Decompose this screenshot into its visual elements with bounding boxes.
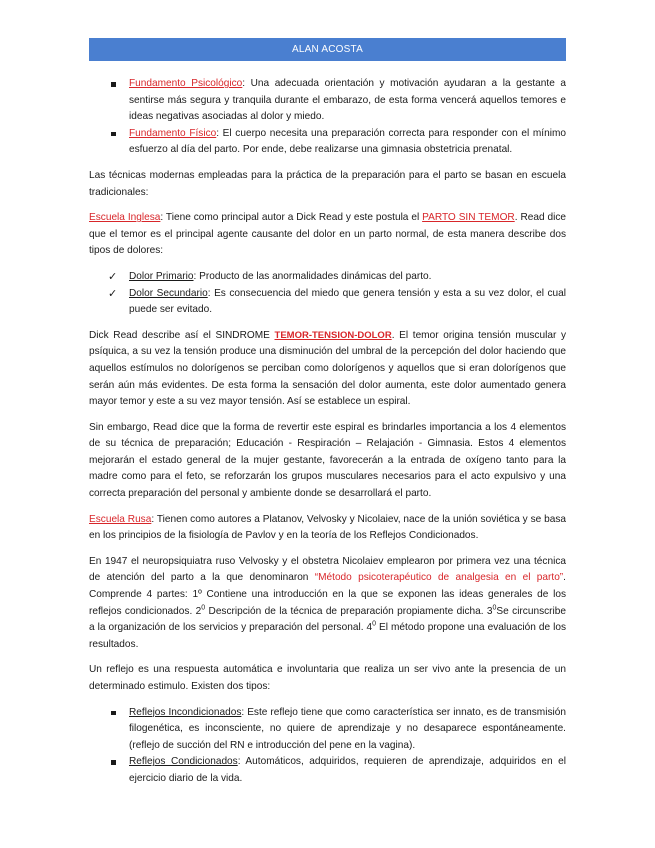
highlight-temor-tension-dolor: TEMOR-TENSION-DOLOR	[274, 329, 392, 341]
term-dolor-secundario: Dolor Secundario	[129, 287, 208, 299]
dolores-list	[89, 269, 566, 319]
para-escuela-inglesa: Escuela Inglesa: Tiene como principal autor a Dick Read y este postula el PARTO SIN TEMOR. Read dice que el temor es el principal agente causante del dolor en un parto normal, de esta manera describe dos tipos de dolores:	[89, 212, 567, 257]
term-psicologico: Fundamento Psicológico	[129, 78, 243, 89]
list-item: Fundamento Físico: El cuerpo necesita una preparación correcta para responder con el mínimo esfuerzo al día del parto. Por ende, debe realizarse una gimnasia obstetricia prenatal.	[89, 126, 566, 159]
term-dolor-primario: Dolor Primario	[129, 270, 194, 282]
highlight-parto-sin-temor: PARTO SIN TEMOR	[422, 212, 515, 224]
list-item: Reflejos Condicionados: Automáticos, adquiridos, requieren de aprendizaje, adquiridos en el ejercicio diario de la vida.	[89, 754, 566, 787]
reflejos-list	[89, 705, 566, 788]
document-body	[89, 76, 566, 797]
list-item: Fundamento Psicológico: Una adecuada orientación y motivación ayudaran a la gestante a sentirse más segura y tranquila durante el embarazo, de esta forma vencerá aquellos temores e ideas negativas asociadas al dolor y miedo.	[89, 76, 566, 126]
check-icon: ✓	[108, 287, 118, 300]
para-sindrome: Dick Read describe así el SINDROME TEMOR-TENSION-DOLOR. El temor origina tensión muscular y psíquica, a su vez la tensión produce una disminución del umbral de la percepción del dolor haciendo que aquellos estímulos no dolorígenos se perciban como dolorígenos y aquellos que si eran dolorígenos que serán aún más evidentes. De esta forma la sensación del dolor aumenta, este dolor aumentado genera mayor temor y este a su vez mayor tensión. Así se establece un espiral.	[89, 329, 566, 408]
list-item: ✓ Dolor Primario: Producto de las anormalidades dinámicas del parto.	[89, 269, 566, 286]
page-header	[89, 38, 566, 61]
para-espiral: Sin embargo, Read dice que la forma de revertir este espiral es brindarles importancia a los 4 elementos de su técnica de preparación; Educación - Respiración – Relajación - Gimnasia. Estos 4 elementos mejorarán el estado general de la mujer gestante, favorecerán a la entrada de oxígeno tanto para la madre como para el feto, se reforzarán los grupos musculares necesarios para el acto expulsivo y una correcta preparación del personal y ambiente donde se desarrollará el parto.	[89, 421, 566, 500]
para-escuela-rusa: Escuela Rusa: Tienen como autores a Platanov, Velvosky y Nicolaiev, nace de la unión soviética y se basa en los principios de la fisiología de Pavlov y en la teoría de los Reflejos Condicionados.	[89, 513, 566, 542]
para-metodo: En 1947 el neuropsiquiatra ruso Velvosky y el obstetra Nicolaiev emplearon por primera vez una técnica de atención del parto a la que denominaron “Método psicoterapéutico de analgesia en el parto”. Comprende 4 partes: 1º Contiene una introducción en la que se exponen las ideas generales de los reflejos condicionados. $2^0$ Descripción de la técnica de preparación propiamente dicha. $3^0Se$ circunscribe a la organización de los servicios y preparación del personal. $4^0$ El método propone una evaluación de los resultados.	[89, 555, 566, 650]
header-title: ALAN ACOSTA	[292, 44, 363, 55]
para-intro: Las técnicas modernas empleadas para la práctica de la preparación para el parto se basan en escuela tradicionales:	[89, 169, 566, 198]
term-reflejos-incondicionados: Reflejos Incondicionados	[129, 706, 242, 718]
check-icon: ✓	[108, 270, 118, 283]
term-escuela-rusa: Escuela Rusa	[89, 513, 152, 525]
term-fisico: Fundamento Físico	[129, 127, 217, 139]
term-escuela-inglesa: Escuela Inglesa	[89, 212, 161, 224]
fundamentos-list	[89, 76, 566, 159]
list-item: ✓ Dolor Secundario: Es consecuencia del miedo que genera tensión y esta a su vez dolor, el cual puede ser evitado.	[108, 287, 567, 316]
para-reflejo: Un reflejo es una respuesta automática e involuntaria que realiza un ser vivo ante la presencia de un determinado estimulo. Existen dos tipos:	[89, 664, 566, 692]
list-item: Reflejos Incondicionados: Este reflejo tiene que como característica ser innato, es de transmisión filogenética, es inconsciente, no quiere de aprendizaje y no desaparece espontáneamente. (reflejo de succión del RN e introducción del pene en la vagina).	[89, 705, 566, 755]
highlight-metodo: “Método psicoterapéutico de analgesia en el parto”	[314, 572, 564, 584]
term-reflejos-condicionados: Reflejos Condicionados	[129, 756, 238, 768]
